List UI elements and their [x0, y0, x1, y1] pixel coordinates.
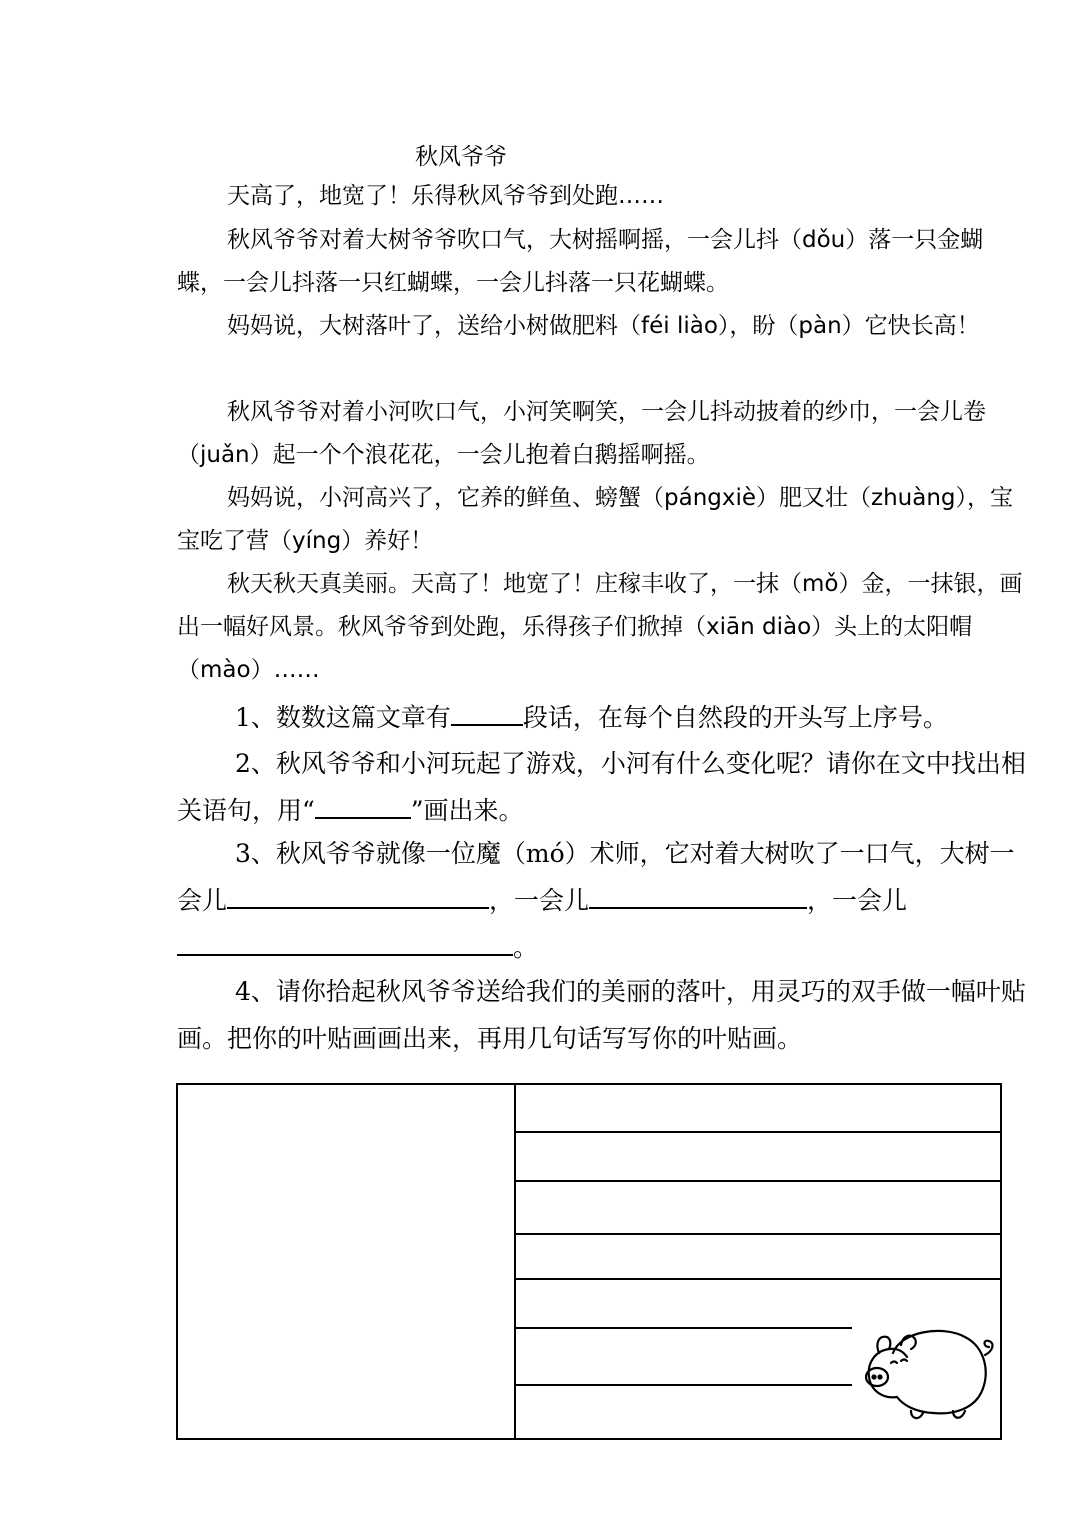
- question-3: [177, 830, 1033, 971]
- question-3-text-d: 。: [513, 933, 539, 962]
- writing-line-6[interactable]: [514, 1384, 852, 1386]
- question-3-blank-2[interactable]: [589, 906, 807, 909]
- question-1: [177, 694, 1033, 741]
- story-paragraph-4: 秋风爷爷对着小河吹口气，小河笑啊笑，一会儿抖动披着的纱巾，一会儿卷（juǎn）起一个个浪花花，一会儿抱着白鹅摇啊摇。: [177, 399, 986, 468]
- question-2-text-a: 2、秋风爷爷和小河玩起了游戏，小河有什么变化呢？请你在文中找出相关语句，用“: [177, 749, 1026, 825]
- writing-line-2[interactable]: [514, 1180, 1002, 1182]
- question-2: [177, 740, 1033, 834]
- writing-line-5[interactable]: [514, 1327, 852, 1329]
- writing-line-3[interactable]: [514, 1233, 1002, 1235]
- question-1-text-b: 段话，在每个自然段的开头写上序号。: [522, 703, 948, 732]
- story-paragraph-3: 妈妈说，大树落叶了，送给小树做肥料（féi liào），盼（pàn）它快长高！: [227, 313, 980, 339]
- question-2-line-sample: [315, 816, 411, 819]
- pig-icon: [853, 1315, 998, 1425]
- question-1-text-a: 1、数数这篇文章有: [235, 703, 451, 732]
- question-3-blank-1[interactable]: [227, 906, 489, 909]
- question-3-text-c: ，一会儿: [807, 886, 908, 915]
- writing-line-4[interactable]: [514, 1278, 1002, 1280]
- question-3-blank-3[interactable]: [177, 953, 513, 956]
- story-paragraph-5: 妈妈说，小河高兴了，它养的鲜鱼、螃蟹（pángxiè）肥又壮（zhuàng），宝宝吃了营（yíng）养好！: [177, 485, 1014, 554]
- story-paragraph-6: 秋天秋天真美丽。天高了！地宽了！庄稼丰收了，一抹（mǒ）金，一抹银，画出一幅好风景。秋风爷爷到处跑，乐得孩子们掀掉（xiān diào）头上的太阳帽（mào）……: [177, 571, 1023, 683]
- question-4: 4、请你拾起秋风爷爷送给我们的美丽的落叶，用灵巧的双手做一幅叶贴画。把你的叶贴画画出来，再用几句话写写你的叶贴画。: [177, 977, 1026, 1053]
- story-paragraph-2: 秋风爷爷对着大树爷爷吹口气，大树摇啊摇，一会儿抖（dǒu）落一只金蝴蝶，一会儿抖落一只红蝴蝶，一会儿抖落一只花蝴蝶。: [177, 227, 984, 296]
- writing-line-1[interactable]: [514, 1131, 1002, 1133]
- story-title: 秋风爷爷: [415, 144, 507, 170]
- drawing-area[interactable]: [178, 1085, 512, 1438]
- question-3-text-a: 3、秋风爷爷就像一位魔（mó）术师，它对着大树吹了一口气，大树一会儿: [177, 839, 1015, 915]
- question-2-text-b: ”画出来。: [410, 796, 524, 825]
- question-3-text-b: ，一会儿: [489, 886, 590, 915]
- story-paragraph-1: 天高了，地宽了！乐得秋风爷爷到处跑……: [227, 183, 664, 209]
- question-1-blank[interactable]: [451, 723, 523, 726]
